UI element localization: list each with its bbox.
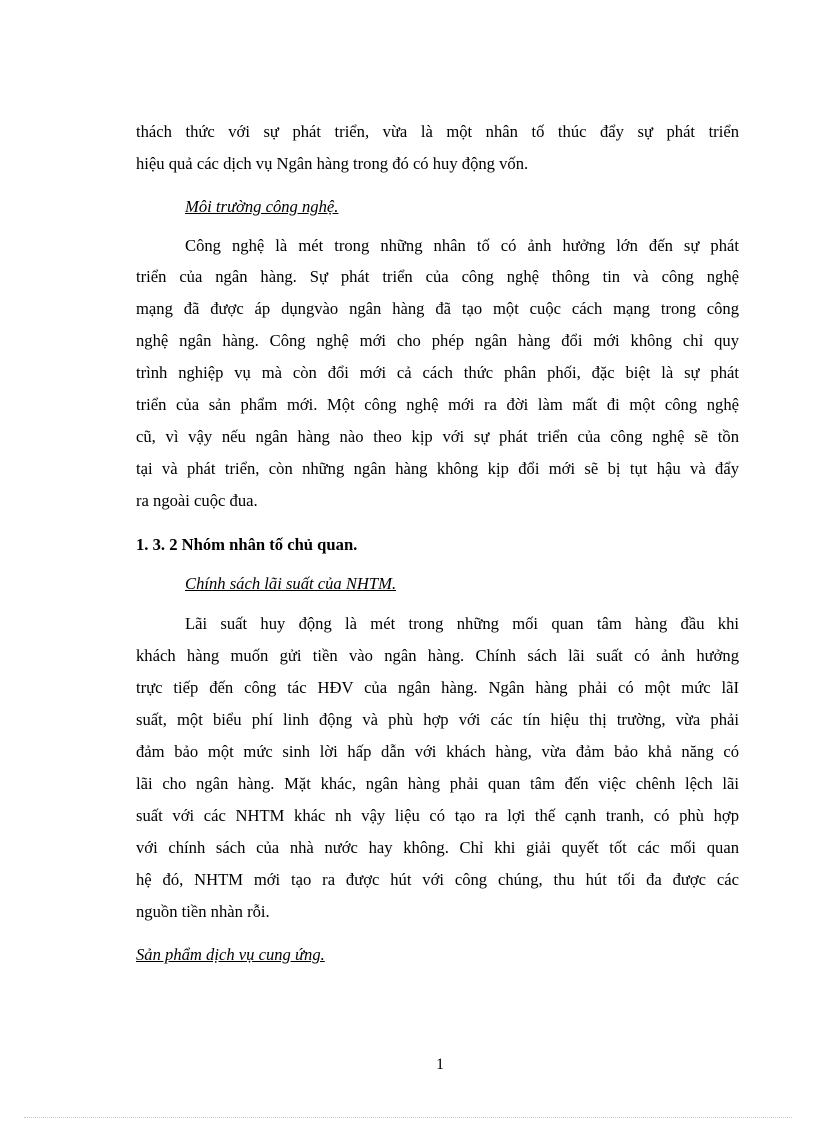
body-line: khách hàng muốn gửi tiền vào ngân hàng. Chính sách lãi suất có ảnh hưởng [136,646,739,665]
body-line: với chính sách của nhà nước hay không. Chỉ khi giải quyết tốt các mối quan [136,838,739,857]
footer-divider [24,1117,792,1118]
subheading-technology-environment: Môi trường công nghệ. [185,197,339,216]
page-number: 1 [436,1056,444,1073]
body-line: hệ đó, NHTM mới tạo ra được hút với công chúng, thu hút tối đa được các [136,870,739,889]
body-line: trình nghiệp vụ mà còn đổi mới cả cách thức phân phối, đặc biệt là sự phát [136,363,739,382]
body-line: nghệ ngân hàng. Công nghệ mới cho phép ngân hàng đổi mới không chỉ quy [136,331,739,350]
body-line: Công nghệ là mét trong những nhân tố có ảnh hưởng lớn đến sự phát [185,236,739,255]
body-line: cũ, vì vậy nếu ngân hàng nào theo kịp với sự phát triển của công nghệ sẽ tồn [136,427,739,446]
body-line: tại và phát triển, còn những ngân hàng không kịp đổi mới sẽ bị tụt hậu và đẩy [136,459,739,478]
body-line: triển của sản phẩm mới. Một công nghệ mới ra đời làm mất đi một công nghệ [136,395,739,414]
subheading-interest-policy: Chính sách lãi suất của NHTM. [185,574,397,593]
body-line: suất với các NHTM khác nh vậy liệu có tạo ra lợi thế cạnh tranh, có phù hợp [136,806,739,825]
body-line: Lãi suất huy động là mét trong những mối quan tâm hàng đầu khi [185,614,739,633]
body-line: ra ngoài cuộc đua. [136,491,258,510]
body-line: nguồn tiền nhàn rỗi. [136,902,270,921]
section-heading: 1. 3. 2 Nhóm nhân tố chủ quan. [136,535,358,554]
body-line: triển của ngân hàng. Sự phát triển của công nghệ thông tin và công nghệ [136,267,739,286]
body-line: mạng đã được áp dụngvào ngân hàng đã tạo một cuộc cách mạng trong công [136,299,739,318]
body-line: thách thức với sự phát triển, vừa là một nhân tố thúc đẩy sự phát triển [136,122,739,141]
body-line: trực tiếp đến công tác HĐV của ngân hàng. Ngân hàng phải có một mức lãI [136,678,739,697]
body-line: hiệu quả các dịch vụ Ngân hàng trong đó có huy động vốn. [136,154,529,173]
body-line: lãi cho ngân hàng. Mặt khác, ngân hàng phải quan tâm đến việc chênh lệch lãi [136,774,739,793]
subheading-products-services: Sản phẩm dịch vụ cung ứng. [136,945,325,964]
body-line: suất, một biểu phí linh động và phù hợp với các tín hiệu thị trường, vừa phải [136,710,739,729]
body-line: đảm bảo một mức sinh lời hấp dẫn với khách hàng, vừa đảm bảo khả năng có [136,742,739,761]
